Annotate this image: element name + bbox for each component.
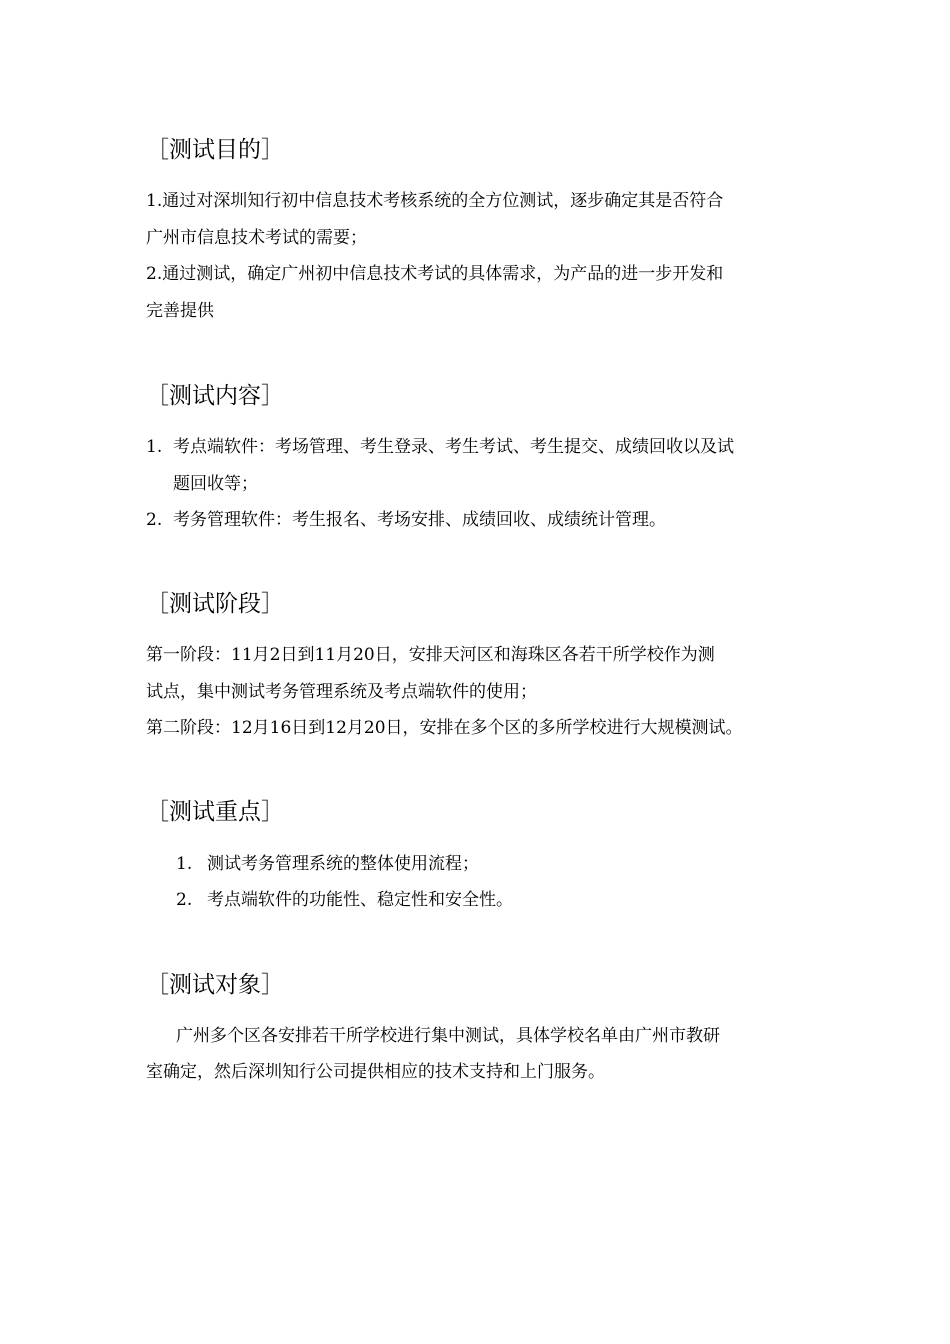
heading-test-focus: ［测试重点］ <box>146 799 284 825</box>
purpose-line-1: 1.通过对深圳知行初中信息技术考核系统的全方位测试，逐步确定其是否符合 <box>146 191 724 211</box>
purpose-line-3: 2.通过测试，确定广州初中信息技术考试的具体需求，为产品的进一步开发和 <box>146 264 724 284</box>
stages-line-2: 试点，集中测试考务管理系统及考点端软件的使用； <box>146 682 537 702</box>
content-item-1-line-1: 考点端软件：考场管理、考生登录、考生考试、考生提交、成绩回收以及试 <box>173 437 734 457</box>
content-item-1-line-2: 题回收等； <box>173 474 258 494</box>
focus-item-1-number: 1. <box>176 854 193 874</box>
heading-test-stages: ［测试阶段］ <box>146 591 284 617</box>
heading-test-target: ［测试对象］ <box>146 972 284 998</box>
heading-test-content: ［测试内容］ <box>146 383 284 409</box>
content-item-1-number: 1. <box>146 437 163 457</box>
stages-line-1: 第一阶段：11月2日到11月20日，安排天河区和海珠区各若干所学校作为测 <box>146 645 715 665</box>
target-line-2: 室确定，然后深圳知行公司提供相应的技术支持和上门服务。 <box>146 1062 605 1082</box>
stages-line-3: 第二阶段：12月16日到12月20日，安排在多个区的多所学校进行大规模测试。 <box>146 718 743 738</box>
focus-item-2-number: 2. <box>176 890 193 910</box>
purpose-line-2: 广州市信息技术考试的需要； <box>146 228 367 248</box>
focus-item-1-text: 测试考务管理系统的整体使用流程； <box>207 854 479 874</box>
content-item-2-line-1: 考务管理软件：考生报名、考场安排、成绩回收、成绩统计管理。 <box>173 510 666 530</box>
target-line-1: 广州多个区各安排若干所学校进行集中测试，具体学校名单由广州市教研 <box>176 1026 720 1046</box>
focus-item-2-text: 考点端软件的功能性、稳定性和安全性。 <box>207 890 513 910</box>
heading-test-purpose: ［测试目的］ <box>146 137 284 163</box>
purpose-line-4: 完善提供 <box>146 301 214 321</box>
content-item-2-number: 2. <box>146 510 163 530</box>
